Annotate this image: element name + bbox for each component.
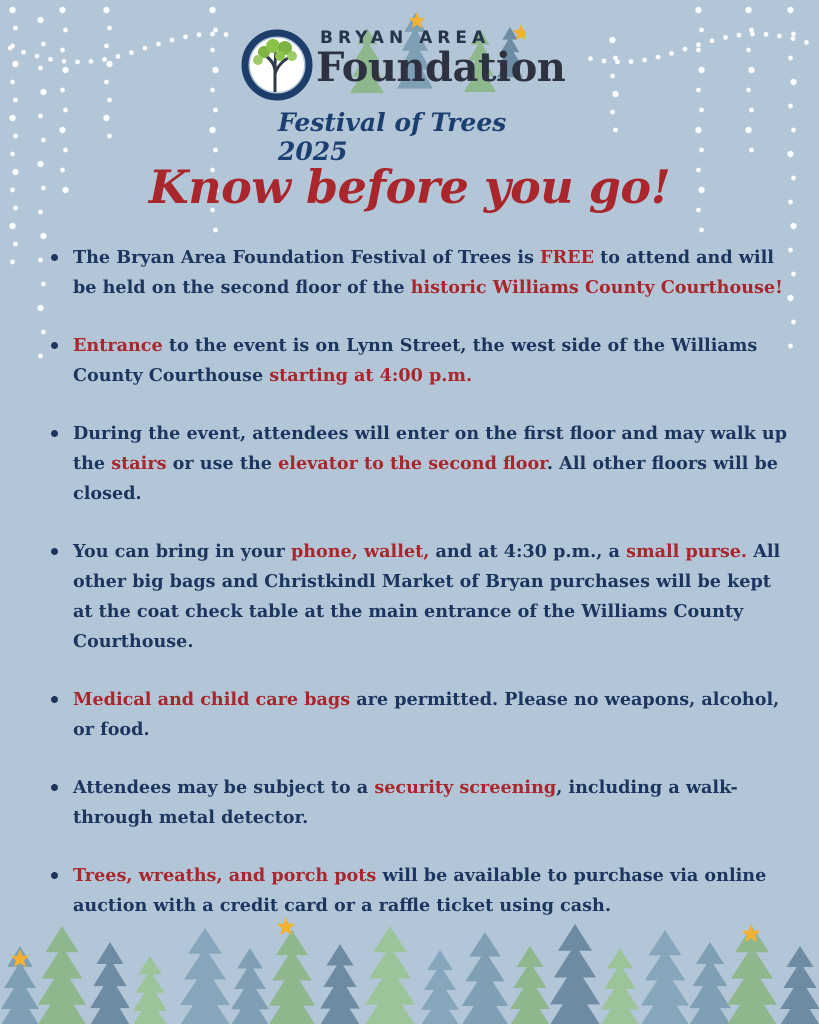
highlight-text: phone, wallet,: [290, 541, 430, 562]
light-bulb: [48, 57, 53, 62]
light-bulb: [696, 42, 701, 47]
light-bulb: [695, 127, 701, 133]
light-bulb: [749, 148, 754, 153]
info-item: [42, 861, 787, 921]
tree-in-circle-icon: [238, 26, 316, 104]
highlight-text: starting at 4:00 p.m.: [269, 365, 473, 386]
tree-shape: [34, 926, 90, 1024]
light-bulb: [749, 28, 754, 33]
light-bulb: [102, 57, 107, 62]
light-bulb: [170, 38, 175, 43]
tree-shape: [637, 930, 693, 1024]
info-item: [42, 419, 787, 509]
light-bulb: [41, 42, 46, 47]
highlight-text: FREE: [540, 247, 594, 268]
light-bulb: [156, 42, 161, 47]
light-bulb: [699, 228, 704, 233]
light-bulb: [63, 108, 68, 113]
light-bulb: [787, 151, 793, 157]
tree-shape: [317, 944, 363, 1024]
bottom-trees-decoration: [0, 914, 819, 1024]
light-bulb: [698, 67, 704, 73]
light-bulb: [791, 320, 796, 325]
light-bulb: [610, 74, 615, 79]
light-bulb: [213, 28, 218, 33]
light-bulb: [695, 7, 701, 13]
light-bulb: [790, 223, 796, 229]
light-bulb: [788, 104, 793, 109]
light-bulb: [699, 148, 704, 153]
light-bulb: [13, 26, 18, 31]
body-text: During the event, attendees will enter on the first floor and may walk up the: [73, 423, 787, 474]
body-text: All other big bags and Christkindl Market of Bryan purchases will be kept at the coat check table at the main entrance of the Williams County Courthouse.: [73, 541, 781, 652]
light-bulb: [210, 88, 215, 93]
light-bulb: [12, 61, 18, 67]
highlight-text: Entrance: [73, 335, 163, 356]
highlight-text: Medical and child care bags: [73, 689, 351, 710]
light-bulb: [787, 7, 793, 13]
light-bulb: [183, 34, 188, 39]
light-bulb: [629, 59, 634, 64]
light-bulb: [777, 34, 782, 39]
info-item: [42, 331, 787, 391]
light-bulb: [788, 248, 793, 253]
info-list: [42, 243, 787, 921]
light-bulb: [791, 32, 796, 37]
light-bulb: [10, 80, 15, 85]
tree-shape: [265, 930, 319, 1024]
light-bulb: [699, 108, 704, 113]
light-bulb: [10, 152, 15, 157]
light-bulb: [107, 98, 112, 103]
light-bulb: [791, 36, 796, 41]
highlight-text: historic Williams County Courthouse!: [410, 277, 783, 298]
light-bulb: [615, 60, 620, 65]
brand-top-text: BRYAN AREA: [320, 28, 491, 48]
body-text: , including a walk-through metal detector.: [73, 777, 738, 828]
light-bulb: [656, 55, 661, 60]
light-bulb: [746, 88, 751, 93]
light-bulb: [8, 46, 13, 51]
light-bulb: [75, 60, 80, 65]
light-bulb: [38, 114, 43, 119]
light-bulb: [749, 108, 754, 113]
light-bulb: [791, 128, 796, 133]
event-title: Festival of Trees 2025: [278, 108, 507, 166]
light-bulb: [696, 48, 701, 53]
light-bulb: [60, 48, 65, 53]
light-bulb: [696, 88, 701, 93]
light-bulb: [40, 89, 46, 95]
info-item: [42, 685, 787, 745]
light-bulb: [129, 50, 134, 55]
light-bulb: [13, 242, 18, 247]
light-bulb: [107, 134, 112, 139]
light-bulb: [790, 79, 796, 85]
light-bulb: [723, 35, 728, 40]
highlight-text: elevator to the second floor: [278, 453, 547, 474]
light-bulb: [588, 56, 593, 61]
info-item: [42, 773, 787, 833]
light-bulb: [213, 228, 218, 233]
highlight-text: security screening: [374, 777, 557, 798]
light-bulb: [37, 17, 43, 23]
light-bulb: [737, 33, 742, 38]
light-bulb: [804, 40, 809, 45]
headline: Know before you go!: [148, 160, 671, 214]
light-bulb: [788, 344, 793, 349]
light-bulb: [63, 28, 68, 33]
light-bulb: [21, 50, 26, 55]
light-bulb: [209, 7, 215, 13]
light-bulb: [59, 7, 65, 13]
light-bulb: [210, 32, 215, 37]
light-bulb: [764, 32, 769, 37]
body-text: Attendees may be subject to a: [73, 777, 375, 798]
light-bulb: [116, 54, 121, 59]
tree-shape: [176, 928, 234, 1024]
light-bulb: [13, 98, 18, 103]
tree-shape: [686, 942, 734, 1024]
light-bulb: [669, 51, 674, 56]
body-text: You can bring in your: [73, 541, 291, 562]
tree-shape: [723, 926, 781, 1024]
light-bulb: [683, 47, 688, 52]
light-bulb: [89, 59, 94, 64]
brand-logo: [238, 26, 583, 166]
light-bulb: [642, 58, 647, 63]
body-text: to attend and will be held on the second floor of the: [73, 247, 774, 298]
light-bulb: [9, 223, 15, 229]
body-text: and at 4:30 p.m., a: [429, 541, 627, 562]
light-bulb: [197, 32, 202, 37]
light-bulb: [13, 134, 18, 139]
light-bulb: [745, 7, 751, 13]
light-bulb: [213, 108, 218, 113]
light-bulb: [106, 61, 112, 67]
light-bulb: [40, 233, 46, 239]
light-bulb: [41, 138, 46, 143]
body-text: to the event is on Lynn Street, the west side of the Williams County Courthouse: [73, 335, 758, 386]
light-bulb: [59, 127, 65, 133]
light-bulb: [143, 46, 148, 51]
tree-shape: [507, 946, 553, 1024]
light-bulb: [10, 260, 15, 265]
tree-shape: [458, 932, 512, 1024]
body-text: will be available to purchase via online auction with a credit card or a raffle ticket using cash.: [73, 865, 767, 916]
light-bulb: [210, 48, 215, 53]
tree-shape: [87, 942, 133, 1024]
light-bulb: [750, 32, 755, 37]
highlight-text: stairs: [111, 453, 167, 474]
light-bulb: [710, 38, 715, 43]
light-bulb: [610, 110, 615, 115]
body-text: The Bryan Area Foundation Festival of Trees is: [73, 247, 541, 268]
light-bulb: [9, 7, 15, 13]
light-bulb: [791, 272, 796, 277]
light-bulb: [745, 127, 751, 133]
light-bulb: [699, 28, 704, 33]
light-bulb: [609, 37, 615, 43]
light-bulb: [38, 66, 43, 71]
light-bulb: [103, 7, 109, 13]
light-bulb: [107, 26, 112, 31]
light-bulb: [104, 80, 109, 85]
tree-shape: [130, 956, 170, 1024]
body-text: . All other floors will be closed.: [73, 453, 778, 504]
light-bulb: [9, 115, 15, 121]
tree-shape: [228, 948, 272, 1024]
light-bulb: [788, 56, 793, 61]
highlight-text: Trees, wreaths, and porch pots: [73, 865, 377, 886]
info-item: [42, 243, 787, 303]
light-bulb: [103, 115, 109, 121]
light-bulb: [224, 32, 229, 37]
light-bulb: [213, 148, 218, 153]
tree-shape: [546, 924, 604, 1024]
info-item: [42, 537, 787, 657]
light-bulb: [60, 88, 65, 93]
tree-shape: [361, 926, 419, 1024]
light-bulb: [35, 54, 40, 59]
light-bulb: [62, 67, 68, 73]
tree-shape: [777, 946, 819, 1024]
light-bulb: [104, 44, 109, 49]
brand-main-text: Foundation: [316, 44, 566, 91]
light-bulb: [612, 91, 618, 97]
tree-shape: [598, 948, 642, 1024]
light-bulb: [748, 67, 754, 73]
body-text: or use the: [166, 453, 279, 474]
light-bulb: [63, 148, 68, 153]
body-text: are permitted. Please no weapons, alcohol, or food.: [73, 689, 780, 740]
light-bulb: [62, 59, 67, 64]
light-bulb: [209, 127, 215, 133]
highlight-text: small purse.: [626, 541, 748, 562]
light-bulb: [212, 67, 218, 73]
tree-shape: [418, 950, 462, 1024]
light-bulb: [613, 128, 618, 133]
light-bulb: [746, 48, 751, 53]
light-bulb: [787, 295, 793, 301]
light-bulb: [602, 59, 607, 64]
